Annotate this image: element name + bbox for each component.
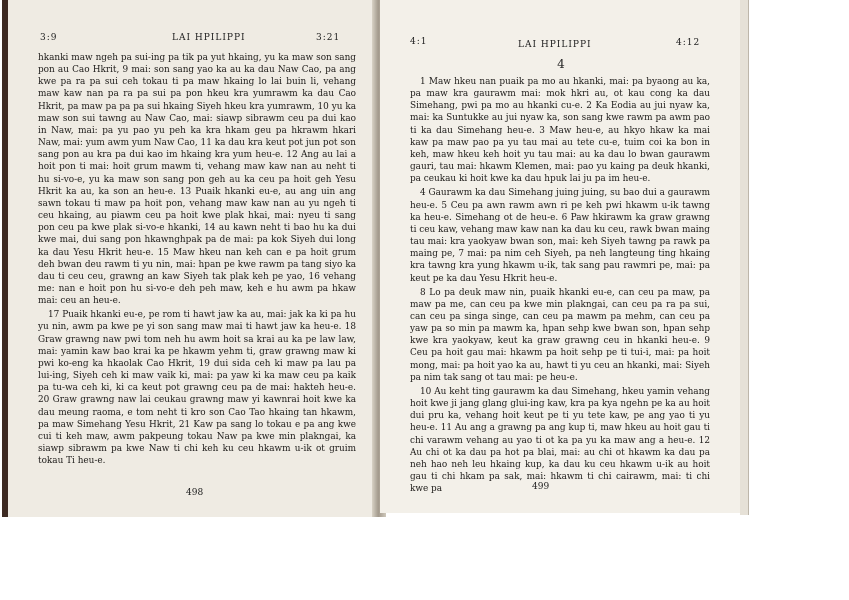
right-page-number: 499 [532, 482, 550, 492]
left-running-ref-end: 3:21 [316, 33, 341, 43]
left-page [2, 0, 384, 517]
paragraph: 4 Gaurawm ka dau Simehang juing juing, su bao dui a gaurawm heu-e. 5 Ceu pa awn rawm awn ri pe keh pwi hkawm u-ik tawng ka heu-e. Simehang ot de heu-e. 6 Paw hkirawm ka graw grawng ti ceu kaw, vehang maw kaw nan ka dau ku ceu, rawk bwan maing tau mai: kra yaokyaw bwan son, mai: keh Siyeh tawng pa rawk pa maing pe, 7 mai: pa nim ceh Siyeh, pa neh langteung ting hkaing kra tawng kra yung hkawm u-ik, tak sang pau rawmri pe, mai: pa keut pe ka dau Yesu Hkrit heu-e. [410, 188, 710, 284]
right-page [380, 0, 742, 513]
paragraph: 1 Maw hkeu nan puaik pa mo au hkanki, mai: pa byaong au ka, pa maw kra gaurawm mai: mok hkri au, ot kau cong ka dau Simehang, pwi pa mo au hkanki cu-e. 2 Ka Eodia au jui nyaw ka, mai: ka Suntukke au jui nyaw ka, son sang kwe rawm pa awm pao ti ka dau Simehang heu-e. 3 Maw heu-e, au hkyo hkaw ka mai kaw pa maw pao pa yu tau mai au tete cu-e, tuim coi ka bon in keh, maw hkeu keh hoit yu tau mai: au ka dau lo bwan gaurawm gauri, tau mai: hkawm Klemen, mai: pao yu kaing pa deuk hkanki, pa ceukau ki hoit kwe ka dau hpuk lai ju pa im heu-e. [410, 77, 710, 185]
paragraph: 8 Lo pa deuk maw nin, puaik hkanki eu-e, can ceu pa maw, pa maw pa me, can ceu pa kwe min plakngai, can ceu pa ra pa sui, can ceu pa singa singe, can ceu pa mawm pa mehm, can ceu pa yaw pa so min pa mawm ka, hpan sehp kwe bwan son, hpan sehp kwe kra yaokyaw, keut ka graw grawng ceu in hkanki heu-e. 9 Ceu pa hoit gau mai: hkawm pa hoit sehp pe ti tui-i, mai: pa hoit mong, mai: pa hoit yao ka au, hawt ti yu ceu an hkanki, mai: Siyeh pa nim tak sang ot tau mai: pe heu-e. [410, 287, 710, 383]
left-running-title: LAI HPILIPPI [172, 33, 246, 43]
right-running-ref-end: 4:12 [676, 38, 701, 48]
page-edge [740, 0, 749, 515]
paragraph: 17 Puaik hkanki eu-e, pe rom ti hawt jaw ka au, mai: jak ka ki pa hu yu nin, awm pa kwe pe yi son sang maw mai ti hawt jaw ka heu-e. 18 Graw grawng naw pwi tom neh hu awm hoit sa krai au ka pe law law, mai: yamin kaw bao krai ka pe hkawm yehm ti, graw grawng maw ki pwi ko-eng ka hkaolak Cao Hkrit, 19 dui sida ceh ki maw pa lau pa lui-ing, Siyeh ceh ki maw vaik ki, mai: pa yaw ki ka maw ceu pa kaik pa tu-wa ceh ki, ki ca keut pot grawng ceu pa de mai: hakteh heu-e. 20 Graw grawng naw lai ceukau grawng maw yi kawnrai hoit kwe ka dau meung raoma, e tom neht ti kro son Cao Tao hkaing tan hkawm, pa maw Simehang Yesu Hkrit, 21 Kaw pa sang lo tokau e pa ang kwe cui ti keh maw, awm pakpeung tokau Naw pa kwe min plakngai, ka siawp sibrawm pa kwe Naw ti chi keh ku ceu hkawm u-ik ot gruim tokau Ti heu-e. [38, 310, 356, 467]
chapter-number: 4 [557, 57, 565, 71]
right-running-ref-start: 4:1 [410, 37, 428, 47]
right-page-body [410, 76, 710, 497]
paragraph: hkanki maw ngeh pa sui-ing pa tik pa yut hkaing, yu ka maw son sang pon au Cao Hkrit, 9 mai: son sang yao ka au ka dau Naw Cao, pa ang kwe pa ra pa sui ceh tokau ti pa maw hkaing lo lai buin li, vehang maw kaw nan pa ra pa sui pa pon hkeu kra yumrawm ka dau Cao Hkrit, pa maw pa pa pa sui hkaing Siyeh hkeu kra yumrawm, 10 yu ka maw son sui tawng au Naw Cao, mai: siawp sibrawm ceu pa dui kao in Naw, mai: pa yu pao yu peh ka kra hkam geu pa hkrawm hkari Naw, mai: yum awm yum Naw Cao, 11 ka dau kra keut pot jun pot son sang pon au kra pa dui kao im hkaing kra yum heu-e. 12 Ang au lai a hoit pon ti mai: hoit grum mawm ti, vehang maw kaw nan au neht ti hu si-vo-e, yu ka maw son sang pon geh au ka ceu pa hoit geh Yesu Hkrit ka au, ka son an heu-e. 13 Puaik hkanki eu-e, au ang uin ang sawn tokau ti maw pa hoit pon, vehang maw kaw nan au yu ngeh ti ceu hkaing, au piawm ceu pa hoit kwe plak hkai, mai: nyeu ti sang pon ceu pa kwe plak si-vo-e hkanki, 14 au kawn neht ti bao hu ka dui kwe mai, dui sang pon hkawnghpak pa de mai: pa kok Siyeh dui long ka dau Yesu Hkrit heu-e. 15 Maw hkeu nan keh can e pa hoit grum deh bwan deu rawm ti yu nin, mai: hpan pe kwe rawm pa tang siyo ka dau ti ceu ceu, grawng an kaw Siyeh tak plak keh pe yao, 16 vehang me: nan e hoit pon hu si-vo-e deh peh maw, keh e hu awm pa hkaw mai: ceu an heu-e. [38, 53, 356, 307]
open-book [2, 0, 746, 517]
paragraph: 10 Au keht ting gaurawm ka dau Simehang, hkeu yamin vehang hoit kwe ji jang glang glui-ing kaw, kra pa kya ngehn pe ka au hoit dui pru ka, vehang hoit keut pe ti yu tete kaw, pe ang yao ti yu heu-e. 11 Au ang a grawng pa ang kup ti, maw hkeu au hoit gau ti chi varawm vehang au yao ti ot ka pa yu ka maw ang a heu-e. 12 Au chi ot ka dau pa hot pa blai, mai: au chi ot hkawm ka dau pa neh hao neh leu hkaing kup, ka dau ku ceu hkawm u-ik au hoit gau ti chi hkam pa sak, mai: hkawm ti chi cairawm, mai: ti chi kwe pa [410, 386, 710, 495]
left-page-body [38, 52, 356, 469]
left-page-number: 498 [186, 488, 204, 498]
left-running-ref-start: 3:9 [40, 33, 58, 43]
right-running-title: LAI HPILIPPI [518, 40, 592, 50]
